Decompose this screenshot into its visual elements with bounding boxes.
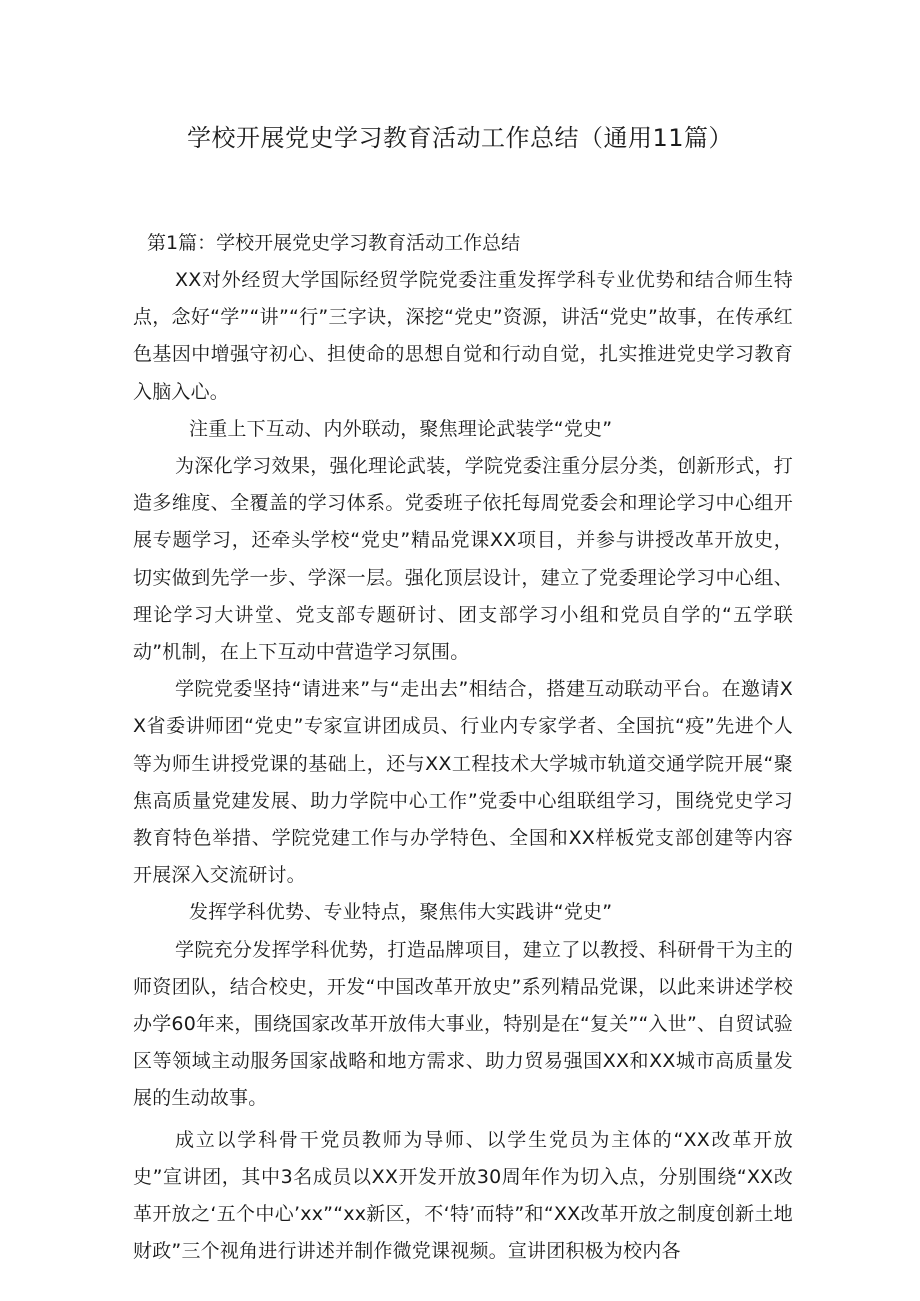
section-subheading: 发挥学科优势、专业特点，聚焦伟大实践讲“党史” [189,901,613,924]
paragraph: 学院充分发挥学科优势，打造品牌项目，建立了以教授、科研骨干为主的师资团队，结合校史，开发“中国改革开放史”系列精品党课，以此来讲述学校办学60年来，围绕国家改革开放伟大事业，特别是在“复关”“入世”、自贸试验区等领域主动服务国家战略和地方需求、助力贸易强国XX和XX城市高质量发展的生动故事。 [133,938,793,1110]
section-subheading: 注重上下互动、内外联动，聚焦理论武装学“党史” [189,417,613,440]
document-title: 学校开展党史学习教育活动工作总结（通用11篇） [186,124,734,152]
chapter-heading: 第1篇：学校开展党史学习教育活动工作总结 [147,232,521,254]
document-body [133,225,793,1270]
paragraph: XX对外经贸大学国际经贸学院党委注重发挥学科专业优势和结合师生特点，念好“学”“讲”“行”三字诀，深挖“党史”资源，讲活“党史”故事，在传承红色基因中增强守初心、担使命的思想自觉和行动自觉，扎实推进党史学习教育入脑入心。 [133,269,793,403]
paragraph: 成立以学科骨干党员教师为导师、以学生党员为主体的“XX改革开放史”宣讲团，其中3名成员以XX开发开放30周年作为切入点，分别围绕“XX改革开放之‘五个中心’xx”“xx新区，不‘特’而特”和“XX改革开放之制度创新土地财政”三个视角进行讲述并制作微党课视频。宣讲团积极为校内各 [133,1128,793,1263]
paragraph: 学院党委坚持“请进来”与“走出去”相结合，搭建互动联动平台。在邀请XX省委讲师团“党史”专家宣讲团成员、行业内专家学者、全国抗“疫”先进个人等为师生讲授党课的基础上，还与XX工程技术大学城市轨道交通学院开展“聚焦高质量党建发展、助力学院中心工作”党委中心组联组学习，围绕党史学习教育特色举措、学院党建工作与办学特色、全国和XX样板党支部创建等内容开展深入交流研讨。 [133,678,793,887]
paragraph: 为深化学习效果，强化理论武装，学院党委注重分层分类，创新形式，打造多维度、全覆盖的学习体系。党委班子依托每周党委会和理论学习中心组开展专题学习，还牵头学校“党史”精品党课XX项目，并参与讲授改革开放史，切实做到先学一步、学深一层。强化顶层设计，建立了党委理论学习中心组、理论学习大讲堂、党支部专题研讨、团支部学习小组和党员自学的“五学联动”机制，在上下互动中营造学习氛围。 [133,455,793,664]
